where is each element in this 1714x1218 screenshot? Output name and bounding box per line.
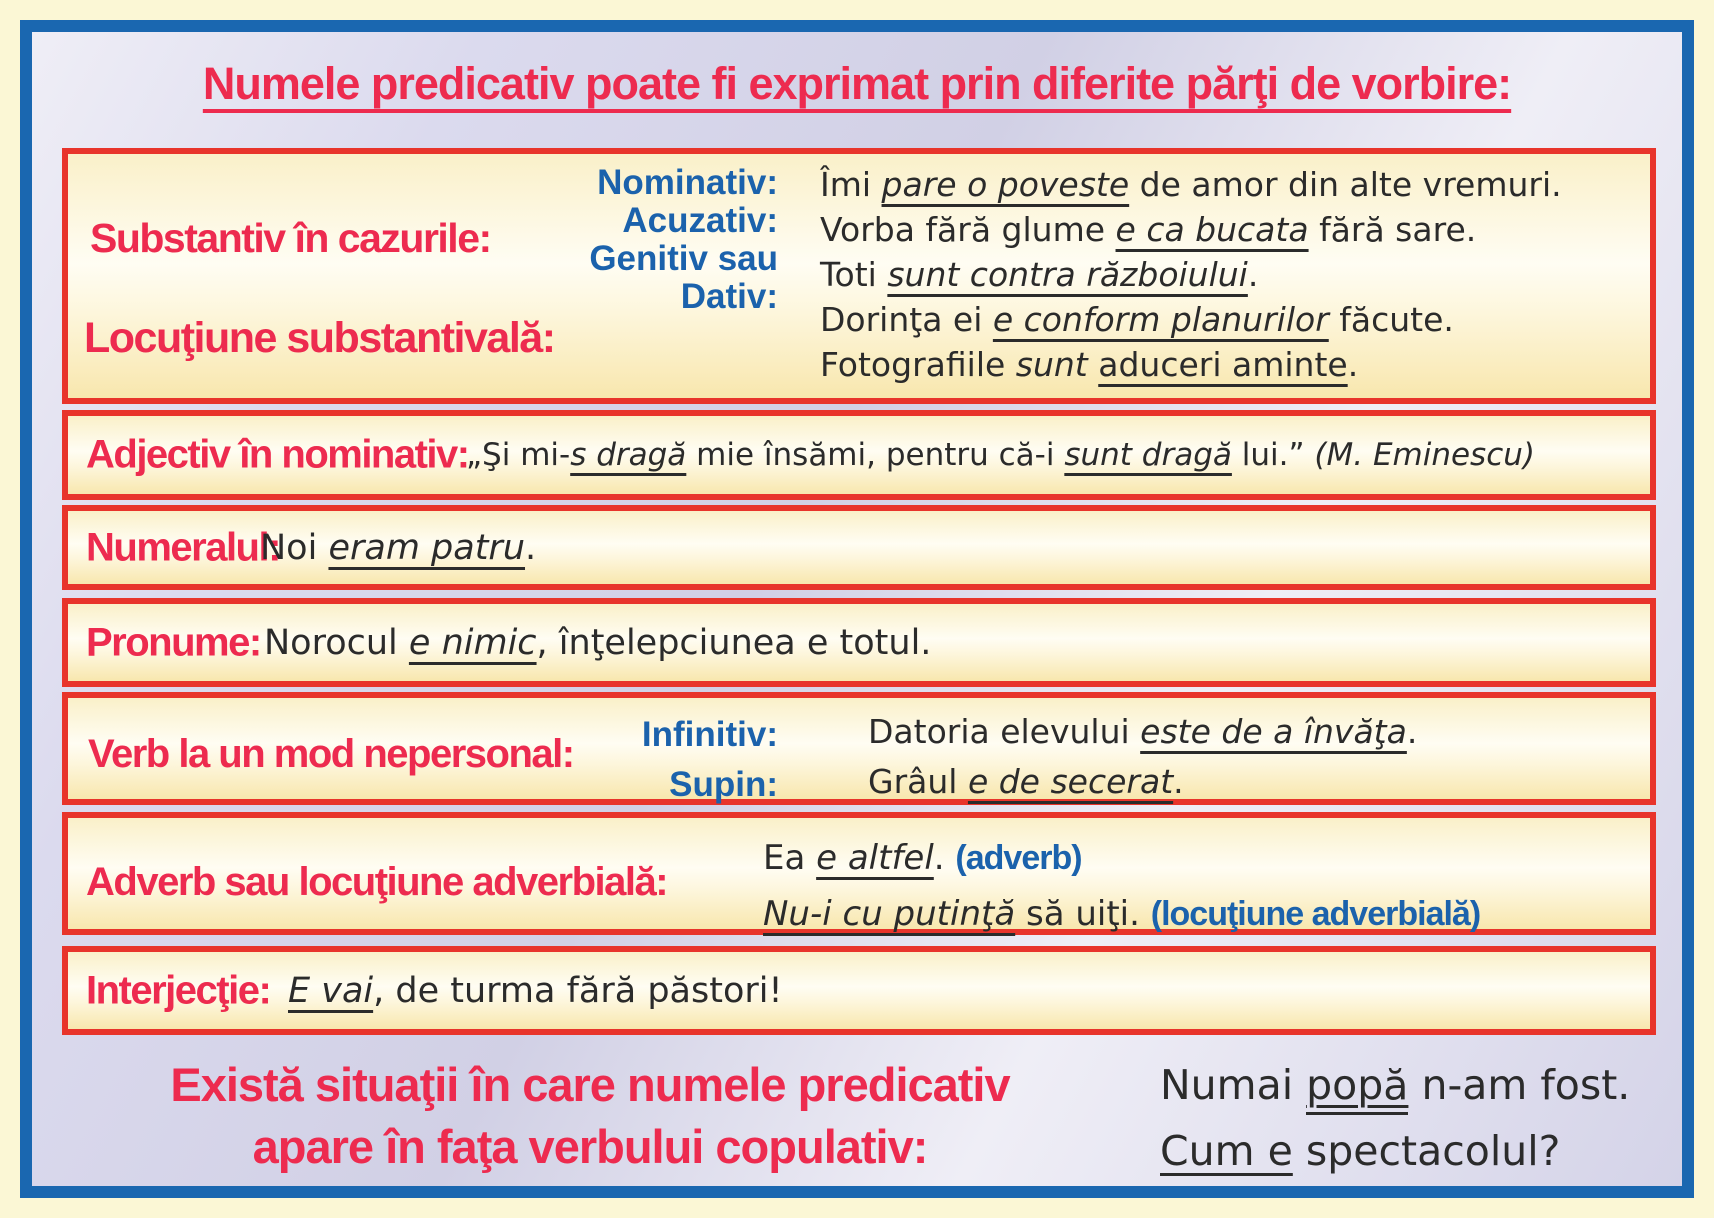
example-sentence: Grâul e de secerat. [868,762,1184,801]
example-sentence: E vai, de turma fără păstori! [288,970,783,1011]
example-sentence: Cum e spectacolul? [1160,1127,1561,1175]
label-interjectie: Interjecţie: [86,968,271,1012]
case-infinitiv: Infinitiv: [641,715,778,754]
example-list [868,707,1417,807]
label-locutiune-substantivala: Locuţiune substantivală: [84,314,555,362]
box-substantiv [62,148,1656,404]
example-sentence: Vorba fără glume e ca bucata fără sare. [820,210,1477,249]
poster-title: Numele predicativ poate fi exprimat prin diferite părţi de vorbire: [202,58,1512,109]
example-sentence: Îmi pare o poveste de amor din alte vremuri. [820,165,1562,204]
case-genitiv: Genitiv sau [589,239,778,278]
case-list [528,710,778,810]
footer-statement-line2: apare în faţa verbului copulativ: [252,1120,928,1173]
label-adverb: Adverb sau locuţiune adverbială: [86,860,668,904]
box-interjectie [62,946,1656,1035]
example-sentence: Nu-i cu putinţă să uiţi. (locuţiune adverbială) [763,894,1481,934]
footer-example-list [1160,1052,1630,1184]
example-sentence: Noi eram patru. [260,527,537,568]
label-adjectiv: Adjectiv în nominativ: [86,432,469,477]
box-numeral [62,505,1656,590]
example-sentence: Norocul e nimic, înţelepciunea e totul. [264,622,932,663]
poster-frame [20,20,1694,1198]
box-adjectiv [62,410,1656,500]
case-nominativ: Nominativ: [597,163,778,202]
example-sentence: Ea e altfel. (adverb) [763,838,1082,878]
box-pronume [62,598,1656,687]
example-sentence: Numai popă n-am fost. [1160,1052,1630,1118]
footer-statement [60,1054,1120,1178]
label-pronume: Pronume: [86,620,261,664]
box-verb-nepersonal [62,692,1656,805]
label-numeral: Numeralul: [86,525,280,569]
box-adverb [62,812,1656,935]
example-sentence: Dorinţa ei e conform planurilor făcute. [820,300,1454,339]
case-acuzativ: Acuzativ: [622,201,778,240]
example-list [820,162,1562,387]
footer-statement-line1: Există situaţii în care numele predicativ [170,1058,1010,1111]
example-sentence: „Şi mi-s dragă mie însămi, pentru că-i sunt dragă lui.” (M. Eminescu) [466,437,1535,473]
example-sentence: Toti sunt contra războiului. [820,255,1259,294]
example-sentence: Datoria elevului este de a învăţa. [868,712,1418,751]
example-list [763,830,1480,942]
case-dativ: Dativ: [680,277,778,316]
case-supin: Supin: [669,765,778,804]
case-list [528,164,778,316]
example-sentence: Fotografiile sunt aduceri aminte. [820,345,1359,384]
label-verb-nepersonal: Verb la un mod nepersonal: [88,732,574,776]
label-substantiv: Substantiv în cazurile: [90,215,491,261]
